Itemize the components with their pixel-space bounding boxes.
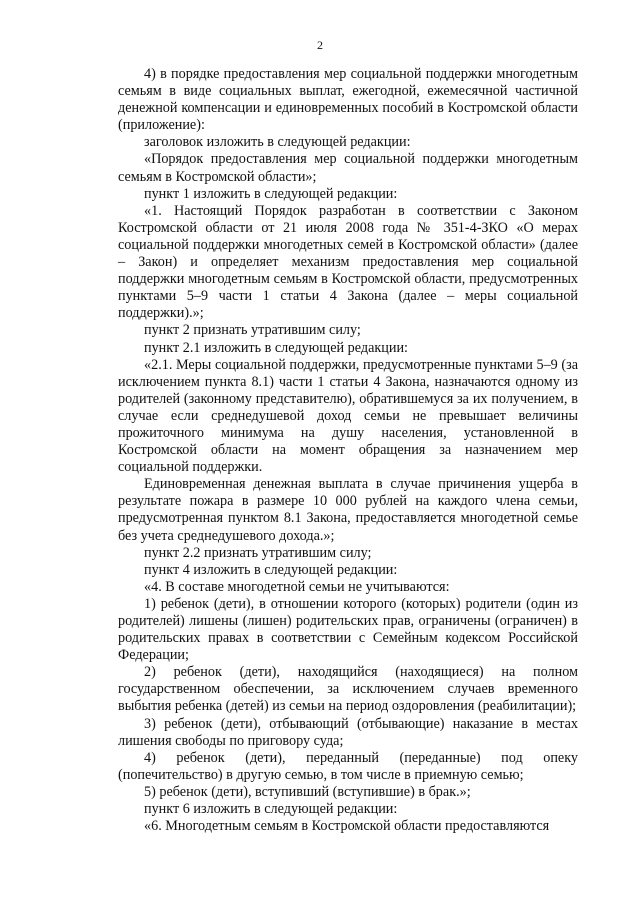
paragraph: 4) в порядке предоставления мер социальной поддержки многодетным семьям в виде социальных выплат, ежегодной, ежемесячной частичной денежной компенсации и единовременных пособий в Костромской области (приложение): [118, 66, 578, 134]
paragraph: заголовок изложить в следующей редакции: [144, 134, 411, 151]
paragraph: «2.1. Меры социальной поддержки, предусмотренные пунктами 5–9 (за исключением пункта 8.1) части 1 статьи 4 Закона, назначаются одному из родителей (законному представителю), обратившемуся за их получением, в случае если среднедушевой доход семьи не превышает величины прожиточного минимума на душу населения, установленной в Костромской области на момент обращения за назначением мер социальной поддержки. [118, 356, 578, 476]
document-body [118, 66, 578, 835]
paragraph: 4) ребенок (дети), переданный (переданные) под опеку (попечительство) в другую семью, в том числе в приемную семью; [118, 749, 578, 783]
paragraph: 3) ребенок (дети), отбывающий (отбывающие) наказание в местах лишения свободы по приговору суда; [118, 715, 578, 749]
paragraph: пункт 2.1 изложить в следующей редакции: [144, 339, 408, 356]
paragraph: пункт 2 признать утратившим силу; [144, 322, 361, 339]
paragraph: пункт 6 изложить в следующей редакции: [144, 801, 398, 818]
paragraph: «1. Настоящий Порядок разработан в соответствии с Законом Костромской области от 21 июля 2008 года № 351-4-ЗКО «О мерах социальной поддержки многодетных семей в Костромской области» (далее – Закон) и определяет механизм предоставления мер социальной поддержки многодетным семьям в Костромской области, предусмотренных пунктами 5–9 части 1 статьи 4 Закона (далее – меры социальной поддержки).»; [118, 202, 578, 322]
paragraph: пункт 1 изложить в следующей редакции: [144, 185, 398, 202]
paragraph: «4. В составе многодетной семьи не учитываются: [144, 578, 450, 595]
paragraph: 1) ребенок (дети), в отношении которого (которых) родители (один из родителей) лишены (лишен) родительских прав, ограничены (ограничен) в родительских правах в соответствии с Семейным кодексом Российской Федерации; [118, 595, 578, 664]
paragraph: пункт 4 изложить в следующей редакции: [144, 561, 398, 578]
paragraph: «6. Многодетным семьям в Костромской области предоставляются [144, 818, 550, 835]
paragraph: «Порядок предоставления мер социальной поддержки многодетным семьям в Костромской области»; [118, 151, 578, 185]
paragraph: пункт 2.2 признать утратившим силу; [144, 544, 372, 561]
paragraph: 2) ребенок (дети), находящийся (находящиеся) на полном государственном обеспечении, за исключением случаев временного выбытия ребенка (детей) из семьи на период оздоровления (реабилитации); [118, 664, 578, 715]
page-number: 2 [317, 38, 323, 52]
paragraph: 5) ребенок (дети), вступивший (вступившие) в брак.»; [144, 783, 471, 800]
paragraph: Единовременная денежная выплата в случае причинения ущерба в результате пожара в размере 10 000 рублей на каждого члена семьи, предусмотренная пунктом 8.1 Закона, предоставляется многодетной семье без учета среднедушевого дохода.»; [118, 476, 578, 544]
